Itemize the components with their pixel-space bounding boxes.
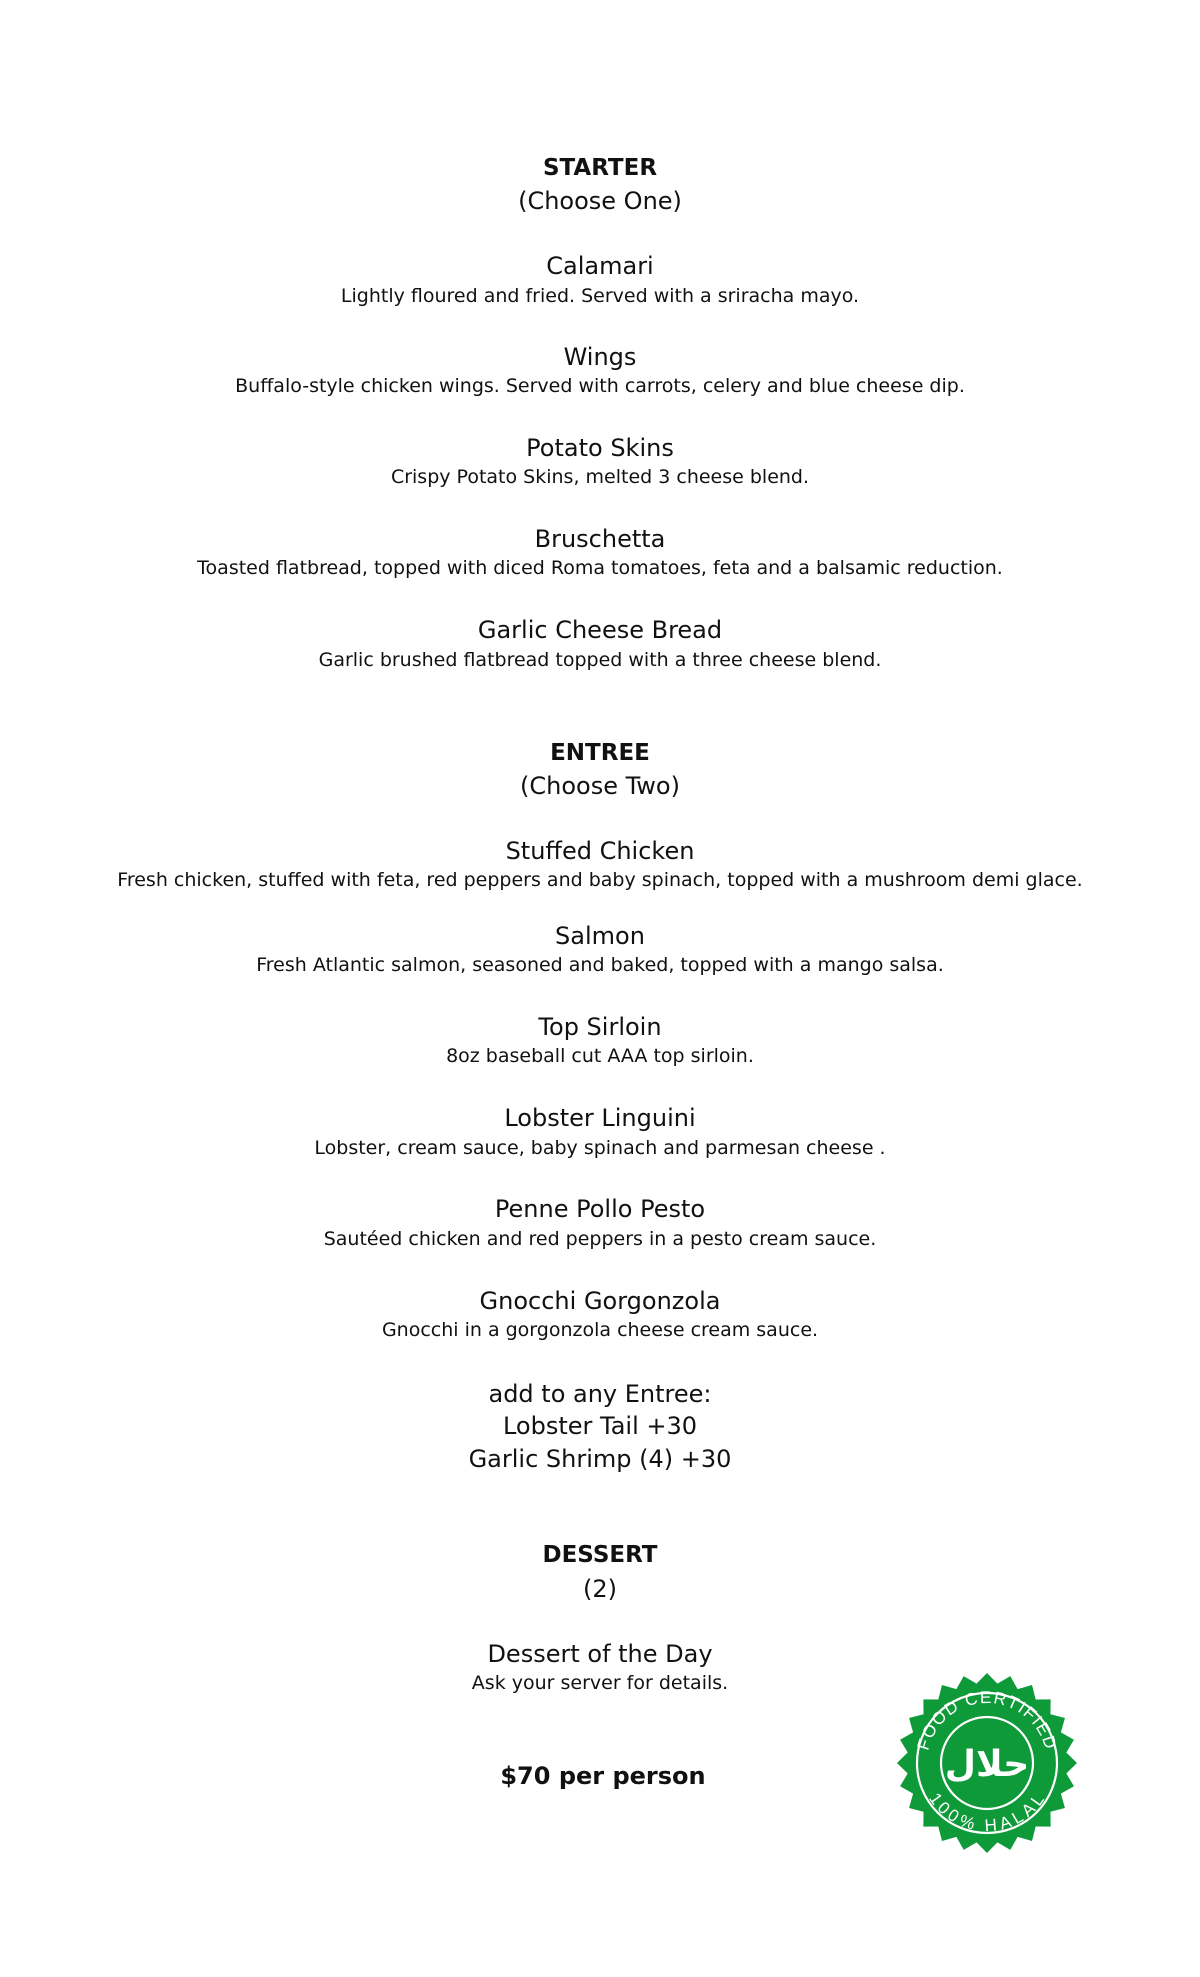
starter-item-desc: Crispy Potato Skins, melted 3 cheese blend.	[390, 466, 810, 488]
starter-title: STARTER	[542, 155, 658, 181]
entree-item-name: Penne Pollo Pesto	[494, 1195, 706, 1223]
entree-item-name: Lobster Linguini	[504, 1104, 696, 1132]
entree-item-desc: Fresh Atlantic salmon, seasoned and baked, topped with a mango salsa.	[256, 954, 944, 976]
entree-subtitle: (Choose Two)	[520, 772, 680, 800]
dessert-subtitle: (2)	[583, 1575, 617, 1603]
entree-item-desc: 8oz baseball cut AAA top sirloin.	[446, 1045, 754, 1067]
entree-item-desc: Sautéed chicken and red peppers in a pesto cream sauce.	[323, 1228, 877, 1250]
starter-item-name: Potato Skins	[526, 434, 674, 462]
starter-subtitle: (Choose One)	[518, 187, 682, 215]
starter-item-name: Wings	[563, 343, 637, 371]
halal-seal-icon	[896, 1672, 1078, 1854]
starter-item-desc: Buffalo-style chicken wings. Served with carrots, celery and blue cheese dip.	[235, 375, 965, 397]
addon-line: Garlic Shrimp (4) +30	[468, 1445, 732, 1473]
entree-item-desc: Lobster, cream sauce, baby spinach and parmesan cheese .	[314, 1137, 886, 1159]
entree-item-name: Salmon	[555, 922, 645, 950]
dessert-title: DESSERT	[542, 1542, 658, 1568]
starter-item-name: Calamari	[546, 252, 654, 280]
entree-item-name: Gnocchi Gorgonzola	[479, 1287, 721, 1315]
dessert-item-name: Dessert of the Day	[487, 1640, 713, 1668]
addon-heading: add to any Entree:	[488, 1380, 712, 1408]
entree-item-desc: Fresh chicken, stuffed with feta, red peppers and baby spinach, topped with a mushroom demi glace.	[117, 869, 1083, 891]
entree-title: ENTREE	[550, 740, 650, 766]
seal-top-text: FOOD CERTIFIED	[913, 1687, 1061, 1753]
seal-center-text: حلال	[944, 1744, 1030, 1785]
seal-bottom-text: 100% HALAL	[925, 1789, 1049, 1836]
entree-item-desc: Gnocchi in a gorgonzola cheese cream sauce.	[381, 1319, 819, 1341]
dessert-item-desc: Ask your server for details.	[471, 1672, 729, 1694]
starter-item-desc: Garlic brushed flatbread topped with a three cheese blend.	[318, 649, 882, 671]
starter-item-name: Garlic Cheese Bread	[477, 616, 723, 644]
addon-line: Lobster Tail +30	[502, 1412, 698, 1440]
price-per-person: $70 per person	[500, 1762, 706, 1790]
starter-item-desc: Toasted flatbread, topped with diced Roma tomatoes, feta and a balsamic reduction.	[197, 557, 1003, 579]
entree-item-name: Stuffed Chicken	[505, 837, 695, 865]
entree-item-name: Top Sirloin	[538, 1013, 662, 1041]
starter-item-desc: Lightly floured and fried. Served with a sriracha mayo.	[340, 285, 860, 307]
starter-item-name: Bruschetta	[534, 525, 666, 553]
